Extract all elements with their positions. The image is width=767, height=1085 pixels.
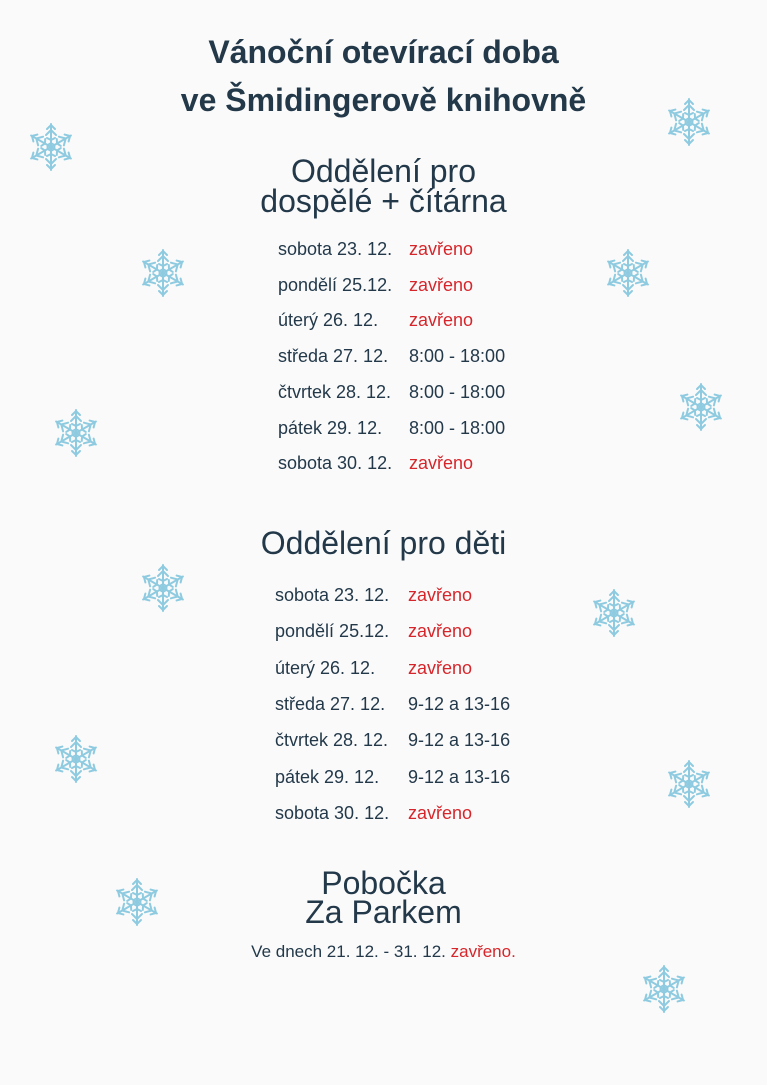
schedule-row — [275, 584, 595, 606]
schedule-day: čtvrtek 28. 12. — [278, 381, 392, 402]
schedule-hours: 8:00 - 18:00 — [409, 417, 506, 438]
schedule-hours: zavřeno — [408, 802, 473, 823]
schedule-day: úterý 26. 12. — [278, 310, 379, 331]
snowflake-icon — [663, 758, 715, 810]
schedule-row — [275, 693, 595, 715]
branch-title-line-2: Za Parkem — [305, 894, 462, 930]
schedule-hours: zavřeno — [408, 585, 473, 605]
schedule-hours: 8:00 - 18:00 — [409, 381, 506, 402]
snowflake-icon — [663, 96, 715, 148]
snowflake-icon — [638, 963, 690, 1015]
snowflake-icon — [137, 562, 189, 614]
snowflake-icon — [111, 876, 163, 928]
schedule-row — [278, 417, 598, 439]
schedule-day: sobota 30. 12. — [278, 453, 393, 474]
schedule-hours: zavřeno — [408, 621, 473, 642]
schedule-day: středa 27. 12. — [275, 693, 386, 714]
schedule-row — [278, 345, 598, 367]
branch-title-line-1: Pobočka — [321, 865, 446, 901]
schedule-row — [278, 238, 598, 260]
schedule-day: sobota 23. 12. — [275, 585, 390, 605]
schedule-row — [275, 802, 595, 824]
schedule-hours: 9-12 a 13-16 — [408, 730, 511, 751]
schedule-day: pátek 29. 12. — [275, 766, 380, 787]
snowflake-icon — [602, 247, 654, 299]
branch-note — [0, 941, 767, 963]
schedule-hours: zavřeno — [409, 239, 474, 259]
schedule-hours: zavřeno — [409, 274, 474, 295]
schedule-day: pondělí 25.12. — [275, 621, 390, 642]
schedule-row — [275, 620, 595, 642]
schedule-hours: 8:00 - 18:00 — [409, 346, 506, 367]
snowflake-icon — [25, 121, 77, 173]
snowflake-icon — [50, 733, 102, 785]
kids-section-title: Oddělení pro děti — [260, 525, 507, 561]
branch-note-status: zavřeno. — [450, 942, 516, 961]
snowflake-icon — [137, 247, 189, 299]
schedule-hours: 9-12 a 13-16 — [408, 693, 511, 714]
schedule-hours: 9-12 a 13-16 — [408, 766, 511, 787]
schedule-hours: zavřeno — [409, 453, 474, 474]
schedule-day: sobota 23. 12. — [278, 239, 393, 259]
snowflake-icon — [50, 407, 102, 459]
schedule-row — [275, 657, 595, 679]
schedule-day: středa 27. 12. — [278, 346, 389, 367]
snowflake-icon — [675, 381, 727, 433]
schedule-day: čtvrtek 28. 12. — [275, 730, 389, 751]
schedule-row — [278, 274, 598, 296]
schedule-hours: zavřeno — [408, 657, 473, 678]
schedule-day: sobota 30. 12. — [275, 802, 390, 823]
snowflake-icon — [588, 587, 640, 639]
poster-title-line-2: ve Šmidingerově knihovně — [180, 82, 587, 118]
schedule-row — [275, 766, 595, 788]
schedule-row — [278, 452, 598, 474]
branch-note-text: Ve dnech 21. 12. - 31. 12. — [251, 942, 451, 961]
adult-section-title-line-1: Oddělení pro — [290, 153, 476, 189]
schedule-day: pátek 29. 12. — [278, 417, 383, 438]
schedule-hours: zavřeno — [409, 310, 474, 331]
schedule-row — [275, 729, 595, 751]
schedule-day: pondělí 25.12. — [278, 274, 393, 295]
poster-title-line-1: Vánoční otevírací doba — [208, 34, 559, 70]
schedule-day: úterý 26. 12. — [275, 657, 376, 678]
adult-section-title-line-2: dospělé + čítárna — [260, 183, 507, 219]
schedule-row — [278, 309, 598, 331]
schedule-row — [278, 381, 598, 403]
